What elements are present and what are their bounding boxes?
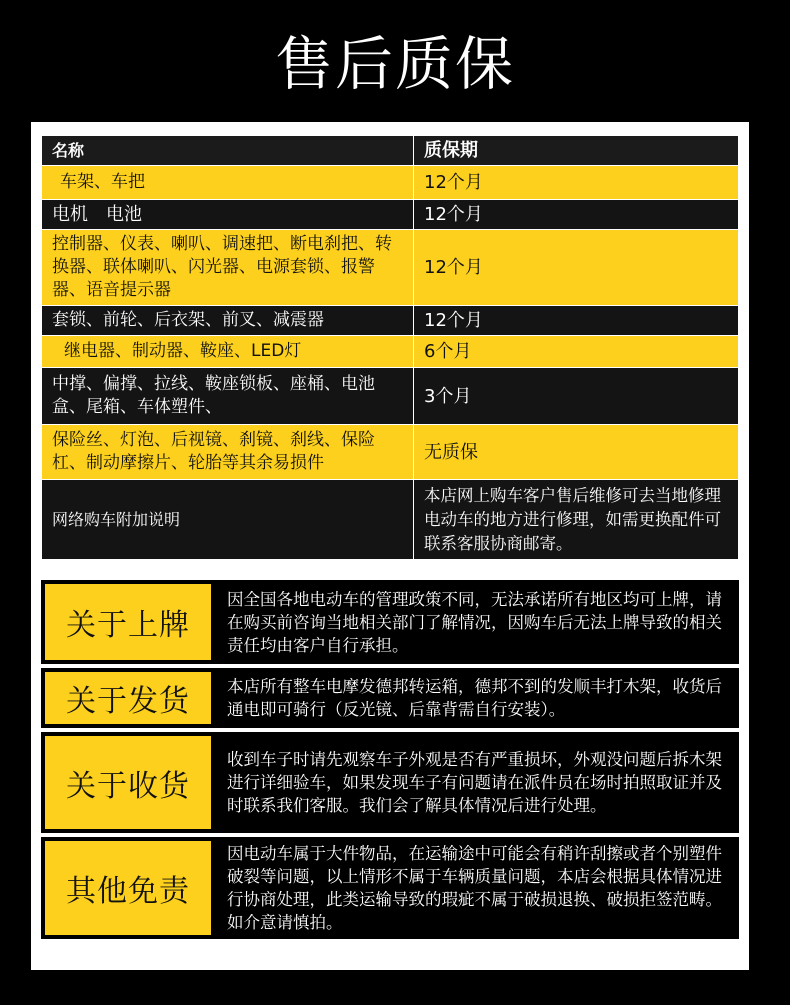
row-name: 保险丝、灯泡、后视镜、刹镜、刹线、保险杠、制动摩擦片、轮胎等其余易损件 bbox=[42, 425, 414, 480]
table-row bbox=[42, 336, 739, 368]
note-text: 本店所有整车电摩发德邦转运箱，德邦不到的发顺丰打木架，收货后通电即可骑行（反光镜、后靠背需自行安装）。 bbox=[227, 677, 722, 719]
note-text: 因电动车属于大件物品，在运输途中可能会有稍许刮擦或者个别塑件破裂等问题，以上情形不属于车辆质量问题，本店会根据具体情况进行协商处理，此类运输导致的瑕疵不属于破损退换、破损拒签范畴。如介意请慎拍。 bbox=[227, 844, 722, 932]
row-name: 电机 电池 bbox=[42, 200, 414, 230]
row-period: 12个月 bbox=[414, 230, 739, 306]
table-row bbox=[42, 200, 739, 230]
row-period: 无质保 bbox=[414, 425, 739, 480]
row-name: 继电器、制动器、鞍座、LED灯 bbox=[42, 336, 414, 368]
header-period: 质保期 bbox=[414, 136, 739, 166]
row-name: 控制器、仪表、喇叭、调速把、断电刹把、转换器、联体喇叭、闪光器、电源套锁、报警器、语音提示器 bbox=[42, 230, 414, 306]
row-period: 3个月 bbox=[414, 368, 739, 425]
table-row bbox=[42, 425, 739, 480]
row-period: 本店网上购车客户售后维修可去当地修理电动车的地方进行修理，如需更换配件可联系客服协商邮寄。 bbox=[414, 480, 739, 560]
table-row bbox=[42, 306, 739, 336]
table-header-row bbox=[42, 136, 739, 166]
note-label: 其他免责 bbox=[45, 841, 211, 935]
note-label: 关于发货 bbox=[45, 672, 211, 724]
note-shipping bbox=[41, 668, 739, 728]
note-receiving bbox=[41, 732, 739, 833]
row-period: 12个月 bbox=[414, 166, 739, 200]
table-row bbox=[42, 480, 739, 560]
note-disclaimer bbox=[41, 837, 739, 939]
table-row bbox=[42, 368, 739, 425]
note-text: 因全国各地电动车的管理政策不同，无法承诺所有地区均可上牌，请在购买前咨询当地相关部门了解情况，因购车后无法上牌导致的相关责任均由客户自行承担。 bbox=[227, 589, 722, 655]
row-name: 中撑、偏撑、拉线、鞍座锁板、座桶、电池盒、尾箱、车体塑件、 bbox=[42, 368, 414, 425]
warranty-table bbox=[41, 135, 739, 560]
table-row bbox=[42, 230, 739, 306]
row-period: 12个月 bbox=[414, 200, 739, 230]
warranty-panel bbox=[31, 122, 749, 970]
row-name: 网络购车附加说明 bbox=[42, 480, 414, 560]
row-period: 6个月 bbox=[414, 336, 739, 368]
note-label: 关于上牌 bbox=[45, 584, 211, 660]
page-title: 售后质保 bbox=[274, 30, 515, 98]
row-name: 车架、车把 bbox=[42, 166, 414, 200]
header-name: 名称 bbox=[42, 136, 414, 166]
row-period: 12个月 bbox=[414, 306, 739, 336]
note-license bbox=[41, 580, 739, 664]
row-name: 套锁、前轮、后衣架、前叉、减震器 bbox=[42, 306, 414, 336]
note-text: 收到车子时请先观察车子外观是否有严重损坏，外观没问题后拆木架进行详细验车，如果发现车子有问题请在派件员在场时拍照取证并及时联系我们客服。我们会了解具体情况后进行处理。 bbox=[227, 750, 722, 815]
note-label: 关于收货 bbox=[45, 736, 211, 829]
table-row bbox=[42, 166, 739, 200]
